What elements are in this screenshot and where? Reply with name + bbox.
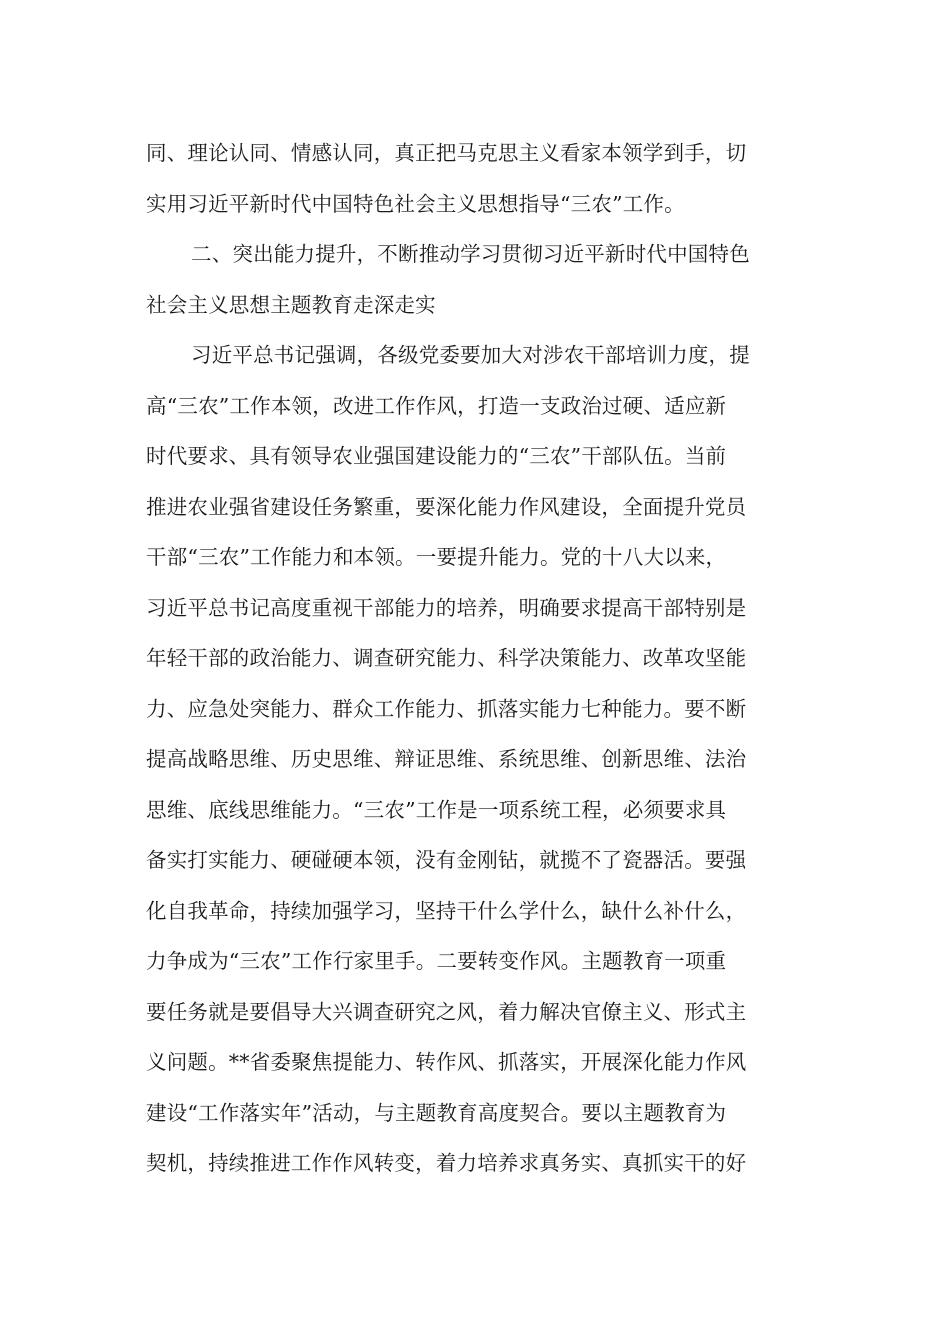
text-line: 社会主义思想主题教育走深走实: [146, 292, 436, 317]
text-line: 建设“工作落实年”活动，与主题教育高度契合。要以主题教育为: [146, 1100, 727, 1125]
text-line: 要任务就是要倡导大兴调查研究之风，着力解决官僚主义、形式主: [146, 999, 747, 1024]
text-line: 契机，持续推进工作作风转变，着力培养求真务实、真抓实干的好: [146, 1151, 747, 1175]
text-line: 备实打实能力、硬碰硬本领，没有金刚钻，就揽不了瓷器活。要强: [146, 848, 747, 872]
text-line: 实用习近平新时代中国特色社会主义思想指导“三农”工作。: [146, 191, 685, 216]
text-line: 思维、底线思维能力。“三农”工作是一项系统工程，必须要求具: [146, 797, 727, 822]
text-line: 年轻干部的政治能力、调查研究能力、科学决策能力、改革攻坚能: [146, 646, 747, 670]
document-body: [146, 128, 796, 1189]
text-line: 力、应急处突能力、群众工作能力、抓落实能力七种能力。要不断: [146, 696, 747, 721]
text-line: 习近平总书记高度重视干部能力的培养，明确要求提高干部特别是: [146, 595, 747, 620]
text-line: 同、理论认同、情感认同，真正把马克思主义看家本领学到手，切: [146, 141, 747, 165]
text-line: 义问题。**省委聚焦提能力、转作风、抓落实，开展深化能力作风: [146, 1050, 747, 1074]
text-line: 习近平总书记强调，各级党委要加大对涉农干部培训力度，提: [191, 343, 750, 367]
text-line: 推进农业强省建设任务繁重，要深化能力作风建设，全面提升党员: [146, 494, 747, 519]
text-line: 时代要求、具有领导农业强国建设能力的“三农”干部队伍。当前: [146, 444, 727, 468]
text-line: 提高战略思维、历史思维、辩证思维、系统思维、创新思维、法治: [146, 747, 747, 771]
text-line: 化自我革命，持续加强学习，坚持干什么学什么，缺什么补什么，: [146, 898, 747, 923]
text-line: 高“三农”工作本领，改进工作作风，打造一支政治过硬、适应新: [146, 393, 727, 418]
text-line: 干部“三农”工作能力和本领。一要提升能力。党的十八大以来，: [146, 545, 727, 569]
text-line: 力争成为“三农”工作行家里手。二要转变作风。主题教育一项重: [146, 949, 727, 973]
text-line: 二、突出能力提升，不断推动学习贯彻习近平新时代中国特色: [191, 242, 750, 266]
